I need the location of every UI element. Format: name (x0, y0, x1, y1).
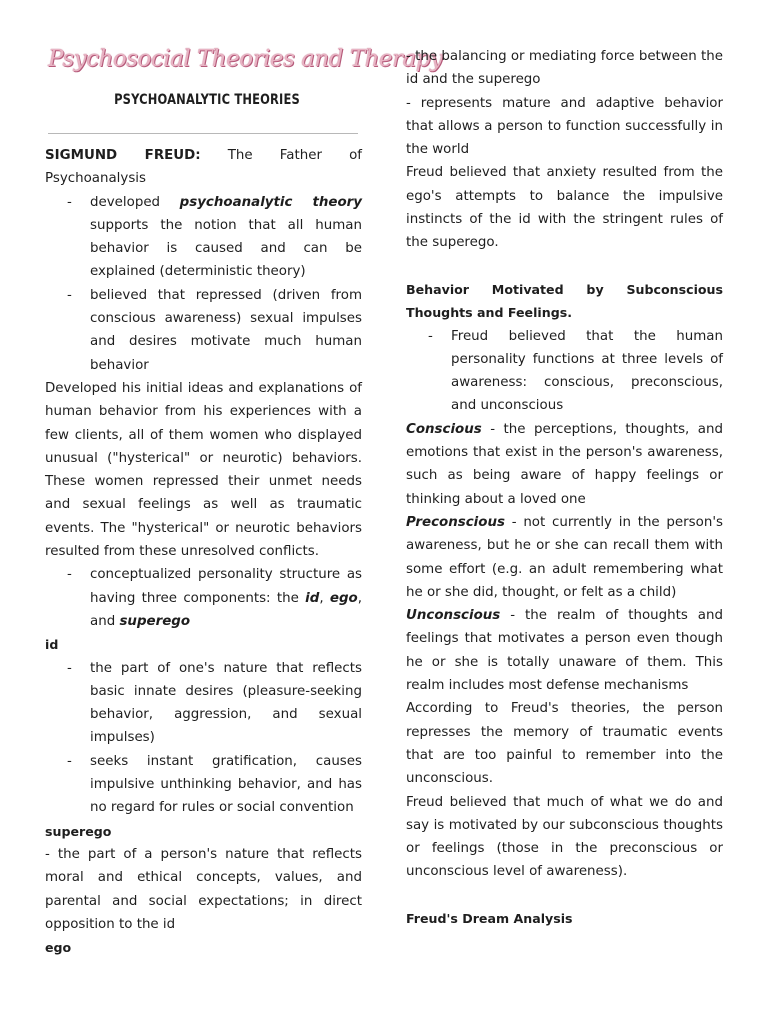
definition-text: - not currently in the person's awareness, but he or she can recall them with some effort (e.g. an adult remembering what he or she did, thought, or felt as a child) (406, 514, 723, 600)
list-item: - conceptualized personality structure as having three components: the id, ego, and superego (67, 567, 362, 629)
separator: , and (90, 590, 362, 629)
paragraph-preconscious (406, 511, 723, 604)
title-divider (48, 133, 358, 134)
paragraph-superego: - the part of a person's nature that reflects moral and ethical concepts, values, and parental and social expectations; in direct opposition to the id (45, 846, 362, 932)
paragraph-conscious (406, 418, 723, 511)
freud-intro (45, 144, 362, 191)
paragraph-motivated: Freud believed that much of what we do and say is motivated by our subconscious thoughts or feelings (those in the preconscious or unconscious level of awareness). (406, 794, 723, 880)
bullet-text: conceptualized personality structure as having three components: the (90, 567, 362, 606)
section-subtitle: PSYCHOANALYTIC THEORIES (114, 92, 300, 108)
list-item: - the part of one's nature that reflects basic innate desires (pleasure-seeking behavior, aggression, and sexual impulses) (67, 660, 362, 746)
left-column (45, 144, 362, 959)
spacer (406, 255, 723, 278)
separator: , (319, 590, 330, 606)
term-id: id (305, 590, 320, 606)
bullet-text: seeks instant gratification, causes impulsive unthinking behavior, and has no regard for rules or social convention (90, 753, 362, 816)
term-conscious: Conscious (406, 421, 482, 437)
list-item: - Freud believed that the human personality functions at three levels of awareness: conscious, preconscious, and unconscious (428, 328, 723, 414)
list-item: - believed that repressed (driven from conscious awareness) sexual impulses and desires motivate much human behavior (67, 287, 362, 373)
freud-desc: The Father of Psychoanalysis (45, 148, 362, 187)
page-title-script: Psychosocial Theories and Therapy (48, 46, 443, 72)
definition-text: - the perceptions, thoughts, and emotions that exist in the person's awareness, such as being aware of happy feelings or thinking about a loved one (406, 421, 723, 507)
bullet-text: the part of one's nature that reflects basic innate desires (pleasure-seeking behavior, aggression, and sexual impulses) (90, 660, 362, 746)
ego-line-1: - the balancing or mediating force between the id and the superego (406, 49, 723, 88)
paragraph-initial-ideas: Developed his initial ideas and explanations of human behavior from his experiences with a few clients, all of them women who displayed unusual ("hysterical" or neurotic) behaviors. These women repressed their unmet needs and sexual feelings as well as traumatic events. The "hysterical" or neurotic behaviors resulted from these unresolved conflicts. (45, 380, 362, 560)
term-superego: superego (119, 613, 191, 629)
list-item: - seeks instant gratification, causes impulsive unthinking behavior, and has no regard for rules or social convention (67, 753, 362, 816)
spacer (406, 884, 723, 907)
paragraph-anxiety: Freud believed that anxiety resulted from the ego's attempts to balance the impulsive instincts of the id with the stringent rules of the superego. (406, 165, 723, 251)
bullet-text: believed that repressed (driven from conscious awareness) sexual impulses and desires motivate much human behavior (90, 287, 362, 373)
heading-superego: superego (45, 823, 112, 839)
term-ego: ego (329, 590, 358, 606)
paragraph-unconscious (406, 604, 723, 697)
ego-line-2: - represents mature and adaptive behavior that allows a person to function successfully in the world (406, 95, 723, 158)
right-column (406, 45, 723, 930)
bullet-text: Freud believed that the human personality functions at three levels of awareness: conscious, preconscious, and unconscious (451, 328, 723, 414)
bullet-text: supports the notion that all human behavior is caused and can be explained (deterministic theory) (90, 217, 362, 280)
freud-name: SIGMUND FREUD: (45, 148, 201, 163)
heading-ego: ego (45, 940, 72, 956)
list-item: - developed psychoanalytic theory supports the notion that all human behavior is caused and can be explained (deterministic theory) (67, 194, 362, 280)
term-psychoanalytic-theory: psychoanalytic theory (179, 194, 362, 210)
heading-id: id (45, 637, 59, 653)
term-preconscious: Preconscious (406, 514, 505, 530)
definition-text: - the realm of thoughts and feelings that motivates a person even though he or she is totally unaware of them. This realm includes most defense mechanisms (406, 608, 723, 694)
bullet-text: developed (90, 194, 180, 210)
term-unconscious: Unconscious (406, 608, 501, 624)
paragraph-repress: According to Freud's theories, the person represses the memory of traumatic events that are too painful to remember into the unconscious. (406, 701, 723, 787)
heading-dream-analysis: Freud's Dream Analysis (406, 910, 573, 926)
heading-behavior-motivated: Behavior Motivated by Subconscious Thoughts and Feelings. (406, 281, 723, 321)
